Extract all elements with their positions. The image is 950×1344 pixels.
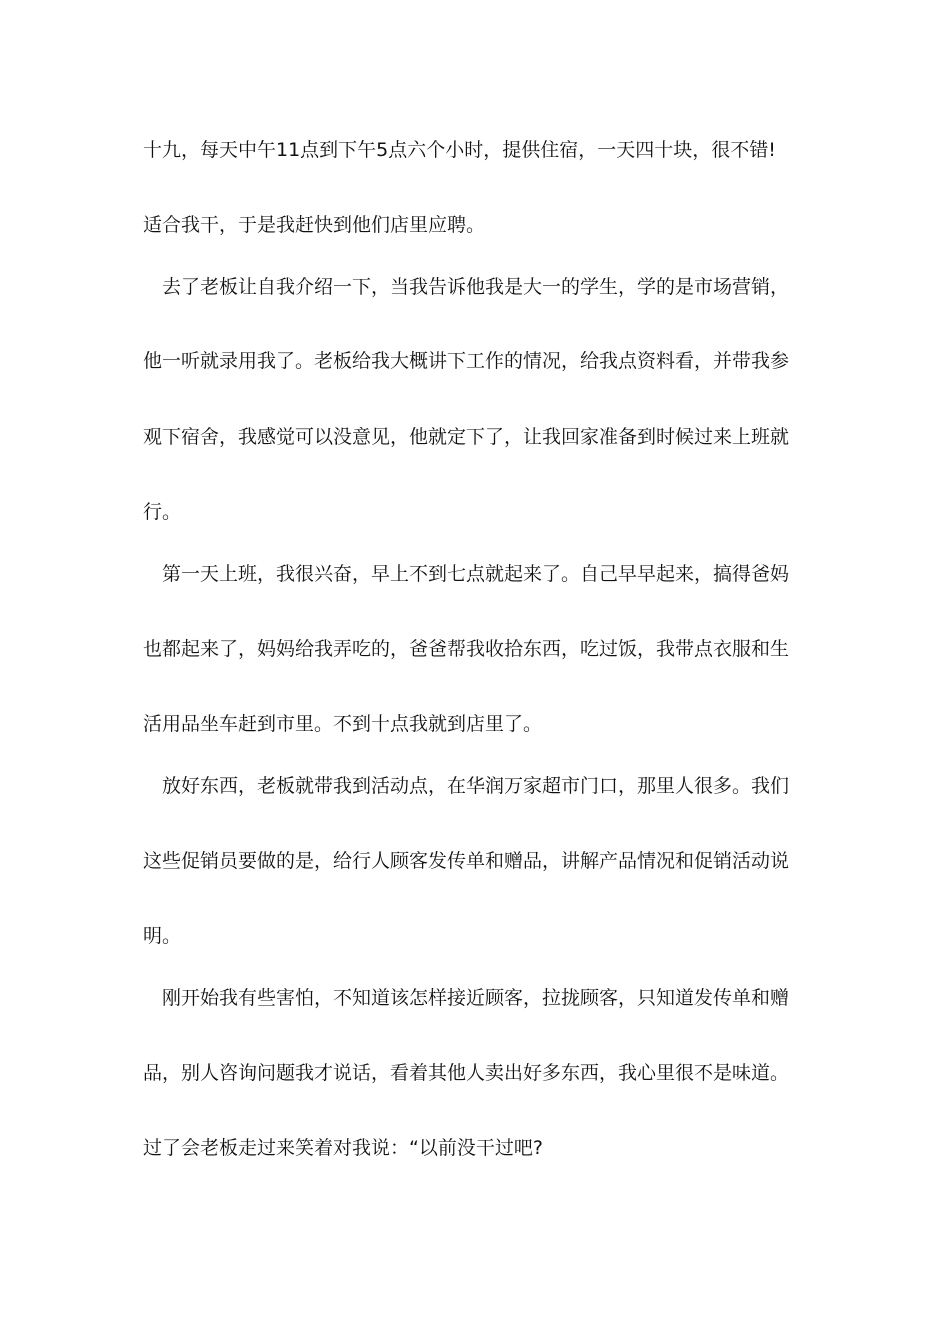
text-line-2: 适合我干，于是我赶快到他们店里应聘。 — [143, 214, 486, 236]
text-line-15: 过了会老板走过来笑着对我说：“以前没干过吧? — [143, 1137, 543, 1159]
text-line-10: 放好东西，老板就带我到活动点，在华润万家超市门口，那里人很多。我们 — [162, 775, 790, 797]
text-line-11: 这些促销员要做的是，给行人顾客发传单和赠品，讲解产品情况和促销活动说 — [143, 850, 790, 872]
text-line-8: 也都起来了，妈妈给我弄吃的，爸爸帮我收拾东西，吃过饭，我带点衣服和生 — [143, 638, 790, 660]
text-line-13: 刚开始我有些害怕，不知道该怎样接近顾客，拉拢顾客，只知道发传单和赠 — [162, 987, 790, 1009]
text-line-1: 十九，每天中午11点到下午5点六个小时，提供住宿，一天四十块，很不错! — [143, 139, 776, 161]
text-line-9: 活用品坐车赶到市里。不到十点我就到店里了。 — [143, 713, 543, 735]
text-line-5: 观下宿舍，我感觉可以没意见，他就定下了，让我回家准备到时候过来上班就 — [143, 426, 790, 448]
text-line-7: 第一天上班，我很兴奋，早上不到七点就起来了。自己早早起来，搞得爸妈 — [162, 563, 790, 585]
text-line-3: 去了老板让自我介绍一下，当我告诉他我是大一的学生，学的是市场营销， — [162, 276, 790, 298]
text-line-4: 他一听就录用我了。老板给我大概讲下工作的情况，给我点资料看，并带我参 — [143, 350, 790, 372]
text-line-6: 行。 — [143, 501, 182, 523]
text-line-14: 品，别人咨询问题我才说话，看着其他人卖出好多东西，我心里很不是味道。 — [143, 1062, 790, 1084]
text-line-12: 明。 — [143, 925, 182, 947]
